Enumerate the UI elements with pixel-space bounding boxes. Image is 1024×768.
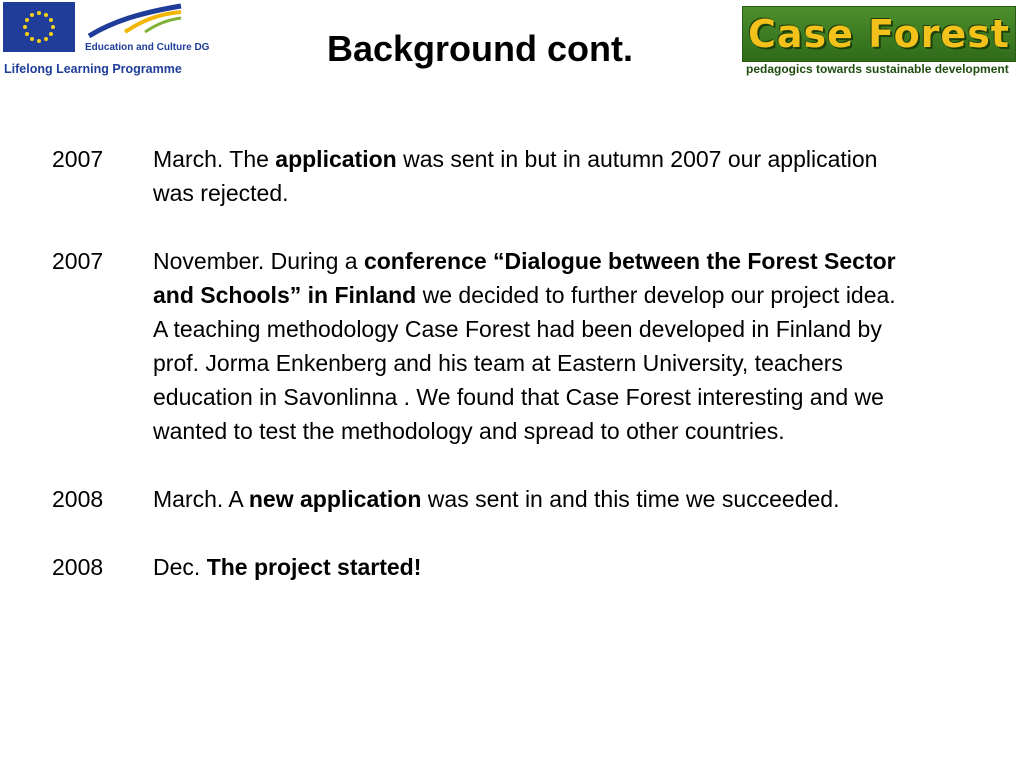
text-run: March. A	[153, 486, 249, 512]
entry-paragraph: A teaching methodology Case Forest had been developed in Finland by prof. Jorma Enkenberg and his team at Eastern University, teachers education in Savonlinna . We found that Case Forest interesting and we wanted to test the methodology and spread to other countries.	[153, 316, 884, 444]
entry-text	[153, 142, 923, 210]
text-run: Dec.	[153, 554, 207, 580]
bold-text-run: conference “Dialogue between the Forest Sector and Schools” in Finland	[153, 248, 896, 308]
bold-text-run: The project started!	[206, 554, 422, 580]
lifelong-learning-label: Lifelong Learning Programme	[4, 62, 182, 76]
text-run: was sent in and this time we succeeded.	[421, 486, 840, 512]
text-run: we decided to further develop our project idea.	[416, 282, 896, 308]
bold-text-run: new application	[248, 486, 422, 512]
bold-text-run: application	[275, 146, 397, 172]
timeline-entry	[52, 142, 952, 210]
entry-paragraph	[153, 142, 923, 210]
timeline	[52, 142, 952, 618]
case-forest-logo-tagline: pedagogics towards sustainable development	[746, 62, 1009, 76]
text-run: March. The	[153, 146, 276, 172]
slide-title: Background cont.	[326, 28, 634, 69]
text-run: was sent in but in autumn 2007 our application was rejected.	[153, 146, 878, 206]
entry-paragraph	[153, 550, 923, 584]
entry-text	[153, 244, 923, 448]
entry-paragraph	[153, 482, 923, 516]
case-forest-logo-title: Case Forest	[748, 12, 1010, 56]
eu-dg-label: Education and Culture DG	[85, 42, 210, 53]
timeline-entry	[52, 550, 952, 584]
timeline-entry	[52, 244, 952, 448]
entry-year: 2008	[52, 486, 104, 512]
entry-year: 2007	[52, 248, 104, 274]
entry-paragraph	[153, 244, 923, 312]
case-forest-logo	[742, 6, 1018, 80]
entry-year: 2007	[52, 146, 104, 172]
text-run: November. During a	[153, 248, 364, 274]
entry-year: 2008	[52, 554, 104, 580]
entry-text	[153, 482, 923, 516]
timeline-entry	[52, 482, 952, 516]
entry-text	[153, 550, 923, 584]
